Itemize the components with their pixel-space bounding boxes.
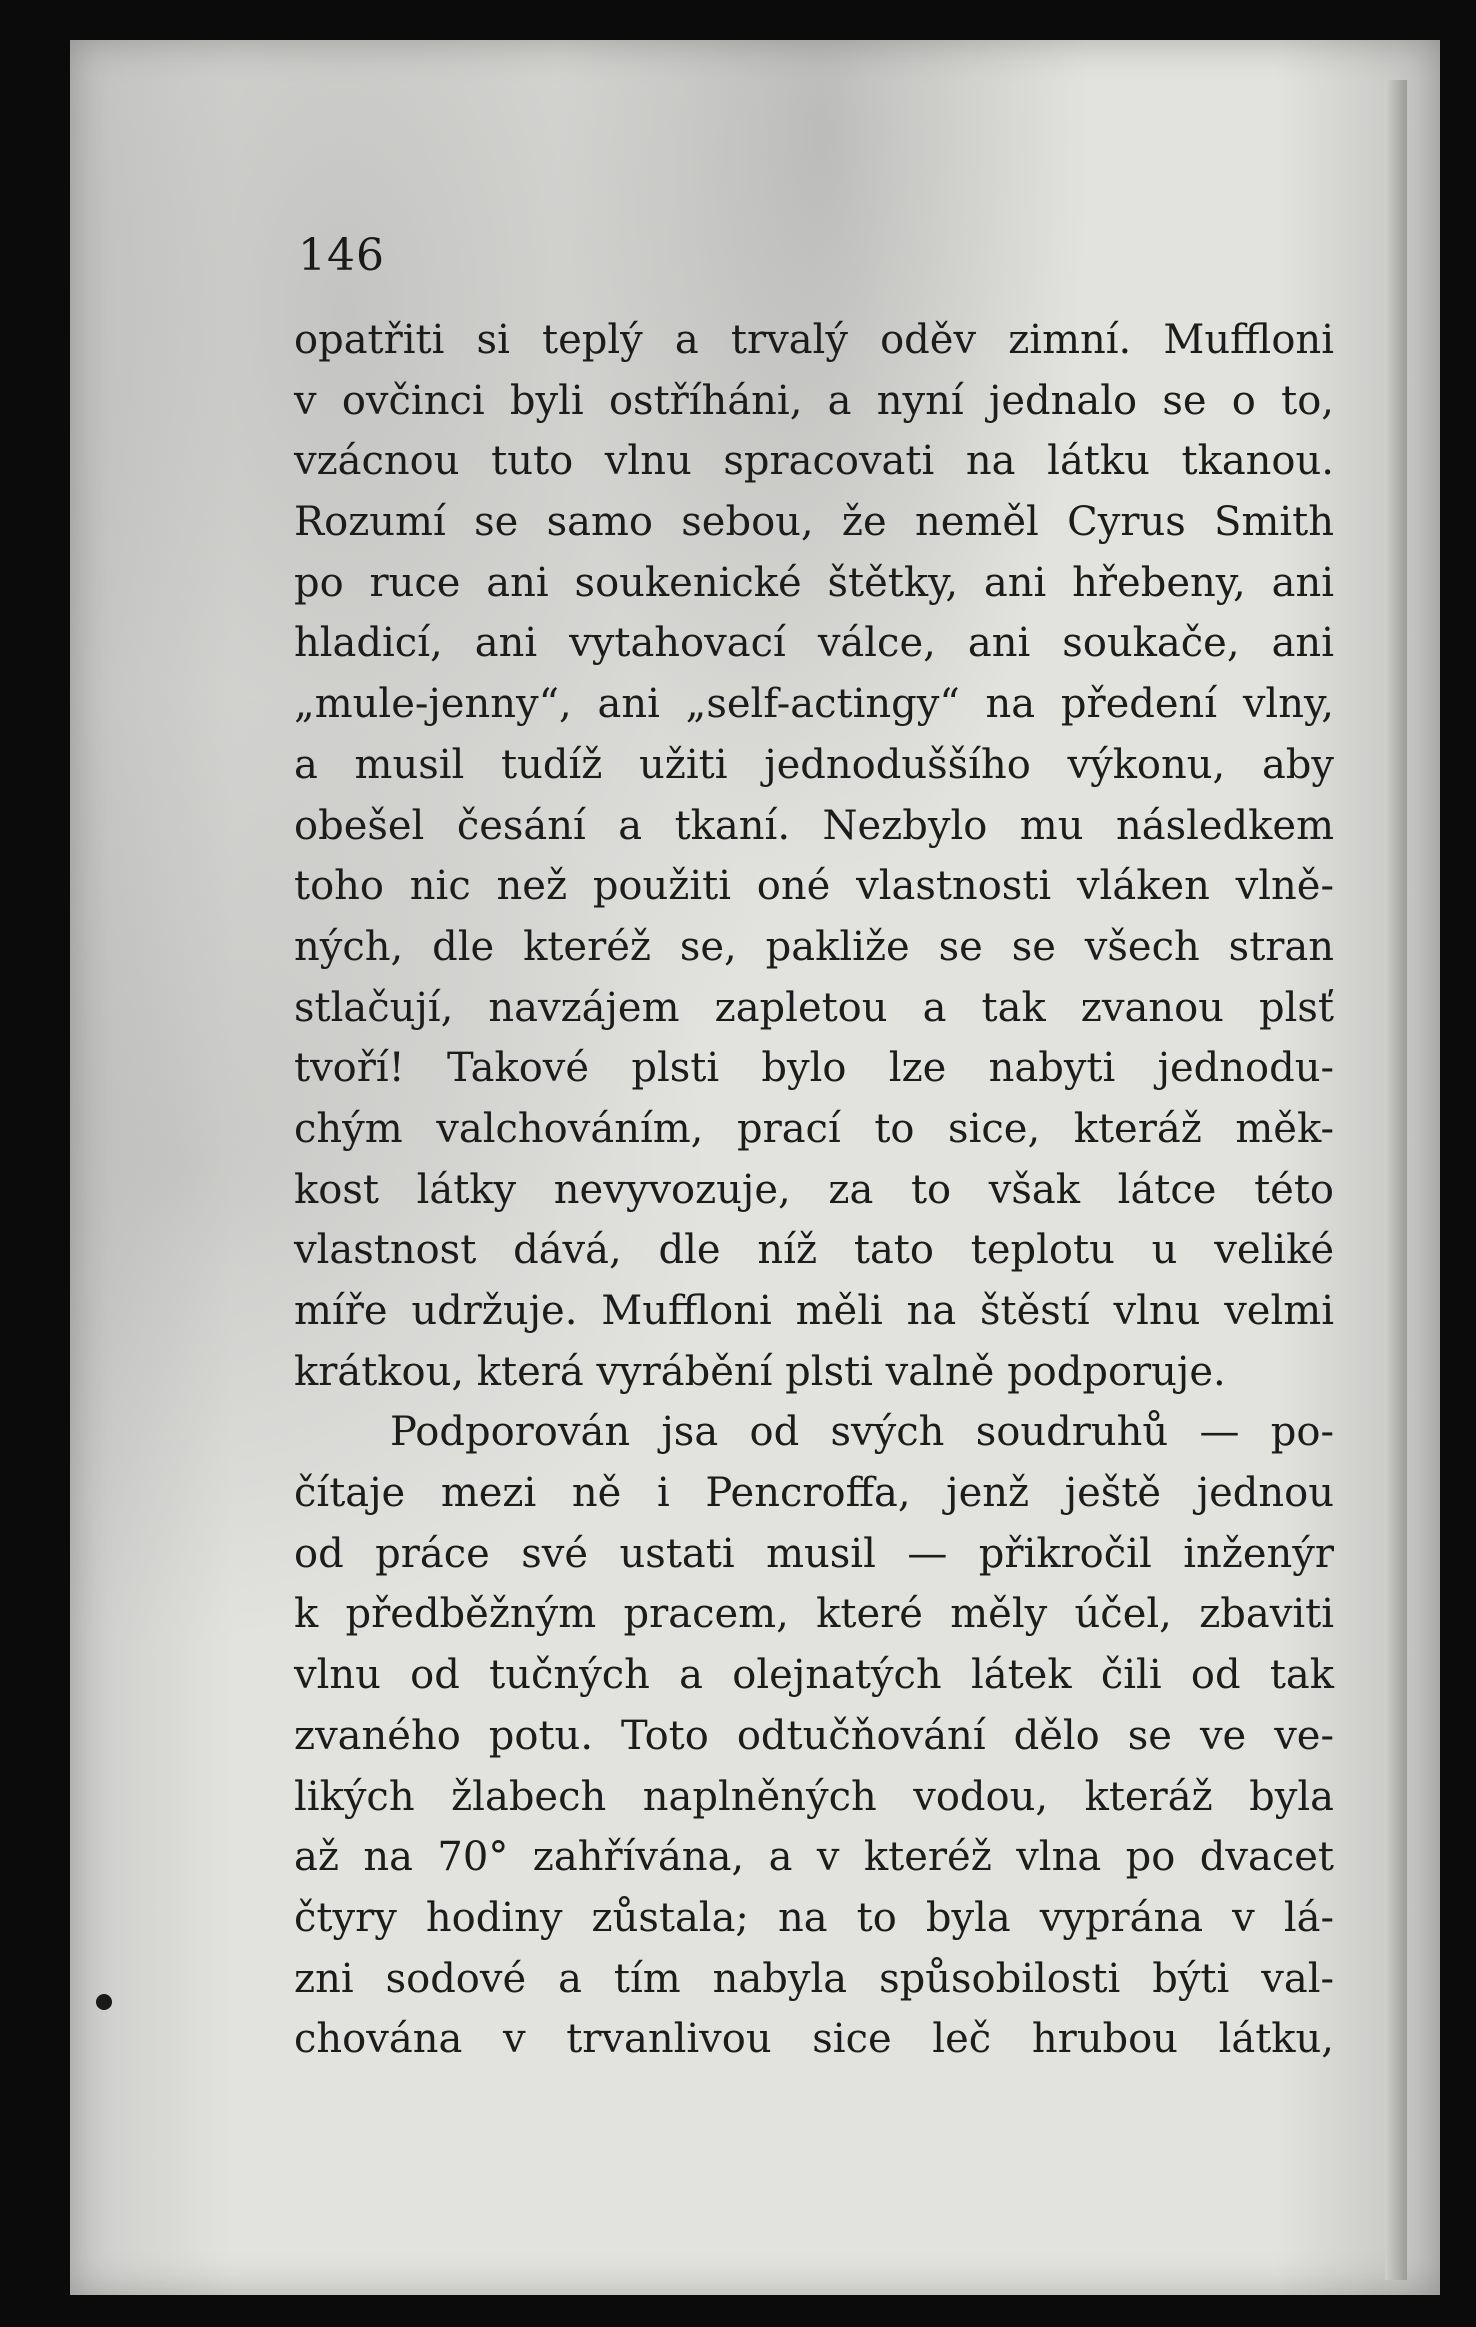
text-line: toho nic než použiti oné vlastnosti vláken vlně- <box>294 863 1334 910</box>
text-line: chým valchováním, prací to sice, kteráž měk- <box>294 1105 1334 1152</box>
text-line: zvaného potu. Toto odtučňování dělo se ve ve- <box>294 1712 1334 1759</box>
text-line: kost látky nevyvozuje, za to však látce této <box>294 1166 1334 1213</box>
text-line: od práce své ustati musil — přikročil inženýr <box>294 1530 1334 1577</box>
text-line: opatřiti si teplý a trvalý oděv zimní. Muffloni <box>294 317 1334 363</box>
text-line: čítaje mezi ně i Pencroffa, jenž ještě jednou <box>294 1470 1334 1517</box>
ink-spot <box>96 1994 112 2010</box>
text-line: a musil tudíž užiti jednoduššího výkonu, aby <box>294 741 1334 788</box>
text-line: vlastnost dává, dle níž tato teplotu u veliké <box>294 1227 1334 1274</box>
text-line: obešel česání a tkaní. Nezbylo mu následkem <box>294 802 1334 849</box>
page-edge-shadow <box>1385 80 1407 2280</box>
text-line: k předběžným pracem, které měly účel, zbaviti <box>294 1591 1334 1638</box>
text-line: „mule-jenny“, ani „self-actingy“ na předení vlny, <box>294 681 1334 728</box>
text-line: likých žlabech naplněných vodou, kteráž byla <box>294 1773 1334 1820</box>
text-line: v ovčinci byli ostříháni, a nyní jednalo se o to, <box>294 377 1334 424</box>
text-line: krátkou, která vyrábění plsti valně podporuje. <box>294 1348 1226 1395</box>
text-line: vlnu od tučných a olejnatých látek čili od tak <box>294 1652 1334 1699</box>
text-line: stlačují, navzájem zapletou a tak zvanou plsť <box>294 984 1334 1031</box>
text-line: Rozumí se samo sebou, že neměl Cyrus Smith <box>294 499 1334 546</box>
text-line: ných, dle kteréž se, pakliže se se všech stran <box>294 923 1334 970</box>
text-line: hladicí, ani vytahovací válce, ani soukače, ani <box>294 620 1334 667</box>
text-line: po ruce ani soukenické štětky, ani hřebeny, ani <box>294 559 1334 606</box>
text-line: zni sodové a tím nabyla spůsobilosti býti val- <box>294 1955 1334 2002</box>
text-line: vzácnou tuto vlnu spracovati na látku tkanou. <box>294 438 1334 485</box>
text-line: čtyry hodiny zůstala; na to byla vyprána v lá- <box>294 1894 1334 1941</box>
page-number: 146 <box>298 230 385 281</box>
text-line: chována v trvanlivou sice leč hrubou látku, <box>294 2016 1334 2063</box>
text-line-paragraph-start: Podporován jsa od svých soudruhů — po- <box>390 1409 1334 1456</box>
text-line: až na 70° zahřívána, a v kteréž vlna po dvacet <box>294 1834 1334 1881</box>
text-line: míře udržuje. Muffloni měli na štěstí vlnu velmi <box>294 1288 1334 1334</box>
body-text <box>294 310 1334 2070</box>
text-line: tvoří! Takové plsti bylo lze nabyti jednodu- <box>294 1045 1334 1092</box>
